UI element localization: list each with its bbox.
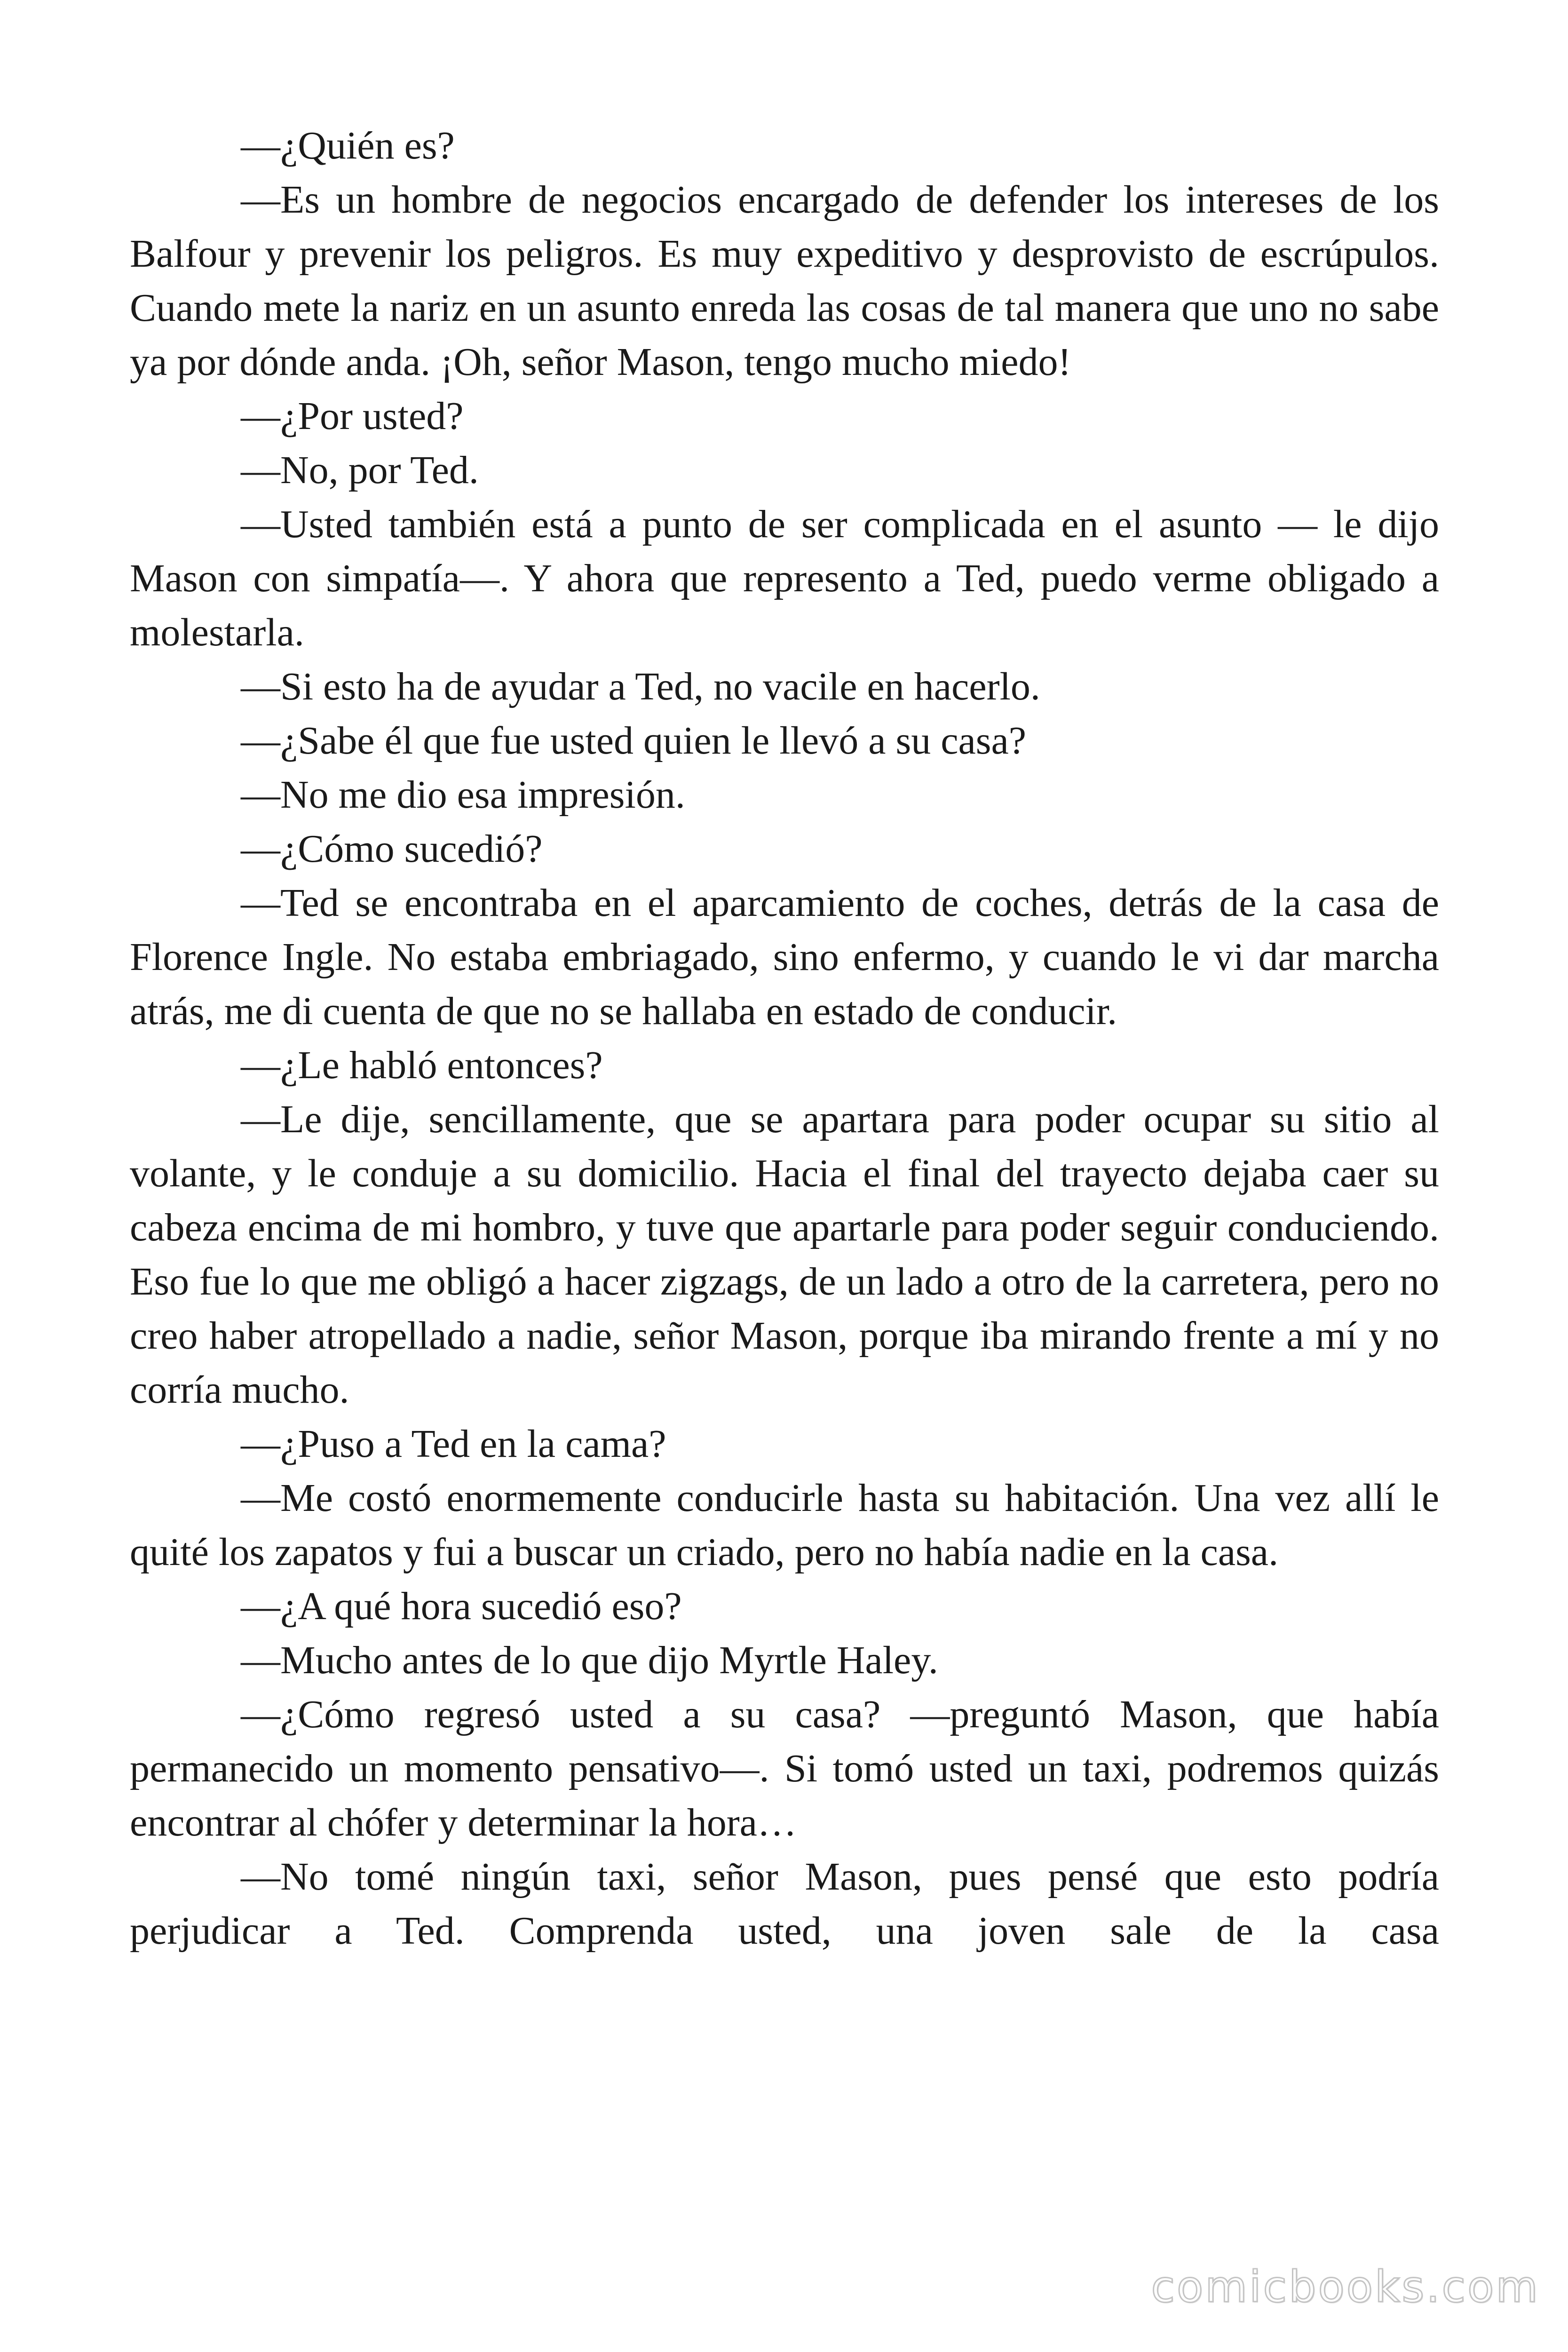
paragraph: —No me dio esa impresión. <box>241 773 685 817</box>
paragraph: —¿Sabe él que fue usted quien le llevó a su casa? <box>241 719 1027 763</box>
paragraph: —Es un hombre de negocios encargado de defender los intereses de los Balfour y prevenir los peligros. Es muy expeditivo y desprovisto de escrúpulos. Cuando mete la nariz en un asunto enreda las cosas de tal manera que uno no sabe ya por dónde anda. ¡Oh, señor Mason, tengo mucho miedo! <box>130 178 1439 384</box>
paragraph: —Le dije, sencillamente, que se apartara para poder ocupar su sitio al volante, y le conduje a su domicilio. Hacia el final del trayecto dejaba caer su cabeza encima de mi hombro, y tuve que apartarle para poder seguir conduciendo. Eso fue lo que me obligó a hacer zigzags, de un lado a otro de la carretera, pero no creo haber atropellado a nadie, señor Mason, porque iba mirando frente a mí y no corría mucho. <box>130 1097 1439 1412</box>
paragraph: —¿Cómo regresó usted a su casa? —preguntó Mason, que había permanecido un momento pensativo—. Si tomó usted un taxi, podremos quizás encontrar al chófer y determinar la hora… <box>130 1692 1439 1844</box>
paragraph: —Mucho antes de lo que dijo Myrtle Haley. <box>241 1638 938 1682</box>
paragraph: —Me costó enormemente conducirle hasta su habitación. Una vez allí le quité los zapatos y fui a buscar un criado, pero no había nadie en la casa. <box>130 1476 1439 1574</box>
paragraph: —Si esto ha de ayudar a Ted, no vacile en hacerlo. <box>241 665 1040 708</box>
paragraph: —¿A qué hora sucedió eso? <box>241 1584 682 1628</box>
paragraph: —No tomé ningún taxi, señor Mason, pues pensé que esto podría perjudicar a Ted. Comprenda usted, una joven sale de la casa <box>130 1855 1439 1953</box>
paragraph: —¿Por usted? <box>241 394 464 438</box>
paragraph: —No, por Ted. <box>241 448 479 492</box>
paragraph: —¿Puso a Ted en la cama? <box>241 1422 666 1466</box>
paragraph: —Ted se encontraba en el aparcamiento de coches, detrás de la casa de Florence Ingle. No estaba embriagado, sino enfermo, y cuando le vi dar marcha atrás, me di cuenta de que no se hallaba en estado de conducir. <box>130 881 1439 1033</box>
paragraph: —¿Quién es? <box>241 124 455 167</box>
paragraph: —¿Le habló entonces? <box>241 1043 603 1087</box>
watermark: comicbooks.com <box>1151 2262 1540 2312</box>
page-text <box>130 119 1439 1958</box>
paragraph: —¿Cómo sucedió? <box>241 827 543 871</box>
paragraph: —Usted también está a punto de ser complicada en el asunto — le dijo Mason con simpatía—. Y ahora que represento a Ted, puedo verme obligado a molestarla. <box>130 502 1439 654</box>
